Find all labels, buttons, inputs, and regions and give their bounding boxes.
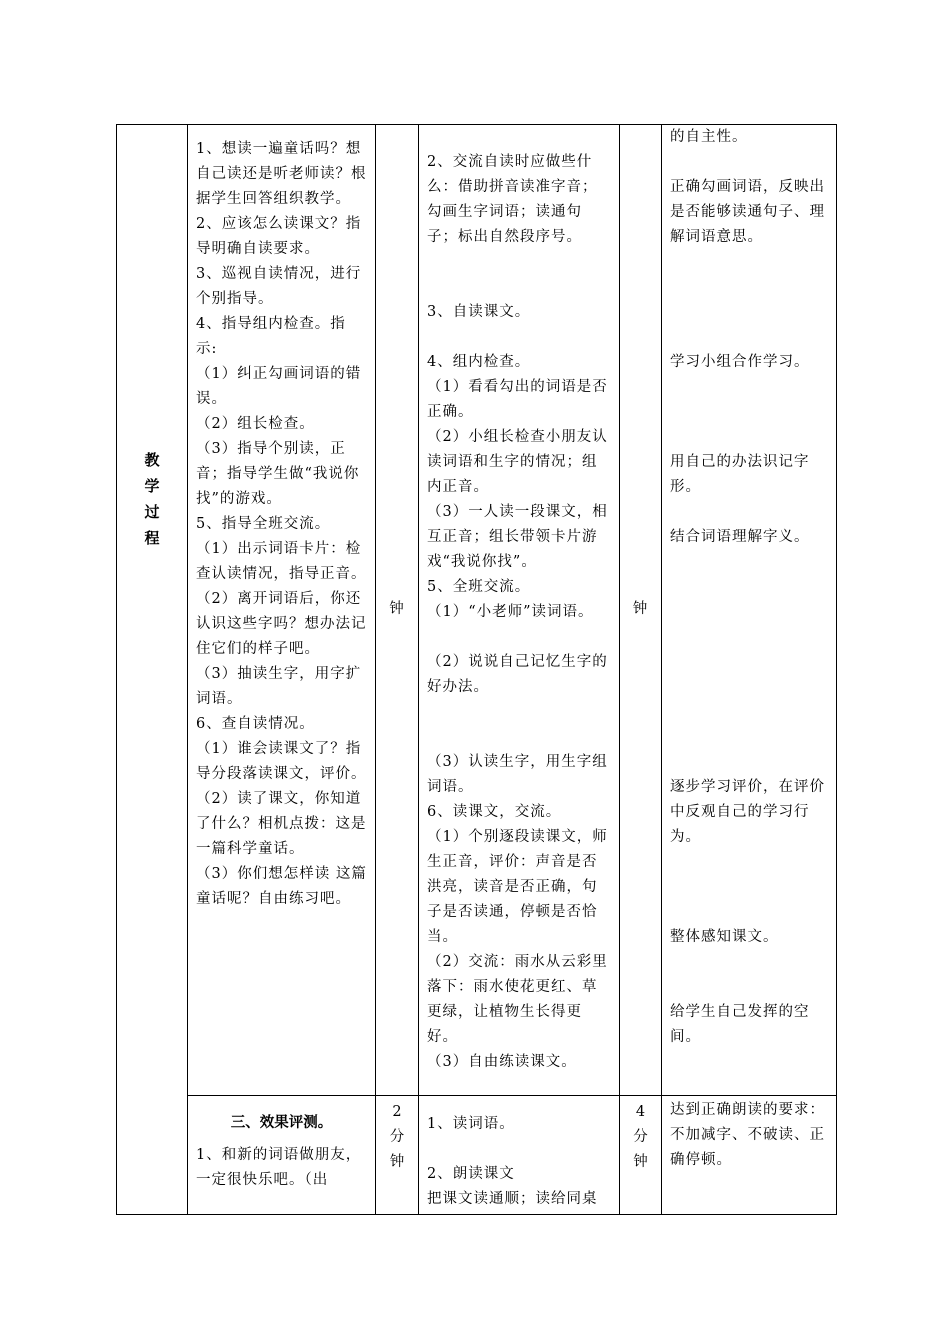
student-activity-text: 1、读词语。 2、朗读课文 把课文读通顺；读给同桌 [427, 1116, 598, 1207]
section-title: 三、效果评测。 [230, 1114, 333, 1131]
teacher-activity-cell [188, 1096, 376, 1215]
design-intent-text: 达到正确朗读的要求：不加减字、不破读、正确停顿。 [670, 1102, 825, 1168]
design-intent-text: 的自主性。 正确勾画词语，反映出是否能够读通句子、理解词语意思。 学习小组合作学习。 用自己的办法识记字形。 结合词语理解字义。 逐步学习评价，在评价中反观自己的学习行为。 整体感知课文。 给学生自己发挥的空间。 [670, 129, 825, 1045]
time-text: 钟 [389, 601, 405, 617]
phase-cell [117, 125, 188, 1215]
table-row [117, 125, 837, 1096]
student-activity-cell [419, 1096, 620, 1215]
time-cell [376, 125, 419, 1096]
time-cell [376, 1096, 419, 1215]
phase-label: 教 学 过 程 [144, 451, 160, 547]
design-intent-cell [662, 1096, 837, 1215]
lesson-plan-table [116, 124, 837, 1215]
time-text: 4 分 钟 [633, 1104, 648, 1170]
student-activity-cell [419, 125, 620, 1096]
teacher-activity-cell [188, 125, 376, 1096]
time-text: 2 分 钟 [389, 1104, 405, 1170]
table-row [117, 1096, 837, 1215]
teacher-activity-text: 1、想读一遍童话吗？想自己读还是听老师读？根据学生回答组织教学。 2、应该怎么读课文？指导明确自读要求。 3、巡视自读情况，进行个别指导。 4、指导组内检查。指示: （1）纠正勾画词语的错误。 （2）组长检查。 （3）指导个别读，正音；指导学生做“我说你找”的游戏。 5、指导全班交流。 （1）出示词语卡片：检查认读情况，指导正音。 （2）离开词语后，你还认识这些字吗？想办法记住它们的样子吧。 （3）抽读生字，用字扩词语。 6、查自读情况。 （1）谁会读课文了？指导分段落读课文，评价。 （2）读了课文，你知道了什么？相机点拨：这是一篇科学童话。 （3）你们想怎样读 这篇童话呢？自由练习吧。 [196, 141, 367, 907]
time-text: 钟 [632, 601, 649, 617]
student-activity-text: 2、交流自读时应做些什么：借助拼音读准字音；勾画生字词语；读通句子；标出自然段序号。 3、自读课文。 4、组内检查。 （1）看看勾出的词语是否正确。 （2）小组长检查小朋友认读词语和生字的情况；组内正音。 （3）一人读一段课文，相互正音；组长带领卡片游戏“我说你找”。 5、全班交流。 （1）“小老师”读词语。 （2）说说自己记忆生字的好办法。 （3）认读生字，用生字组词语。 6、读课文，交流。 （1）个别逐段读课文，师生正音，评价：声音是否洪亮，读音是否正确，句子是否读通，停顿是否恰当。 （2）交流：雨水从云彩里落下：雨水使花更红、草更绿，让植物生长得更好。 （3）自由练读课文。 [427, 154, 608, 1070]
time-cell [620, 125, 662, 1096]
design-intent-cell [662, 125, 837, 1096]
time-cell [620, 1096, 662, 1215]
teacher-activity-text: 1、和新的词语做朋友，一定很快乐吧。（出 [196, 1147, 362, 1188]
